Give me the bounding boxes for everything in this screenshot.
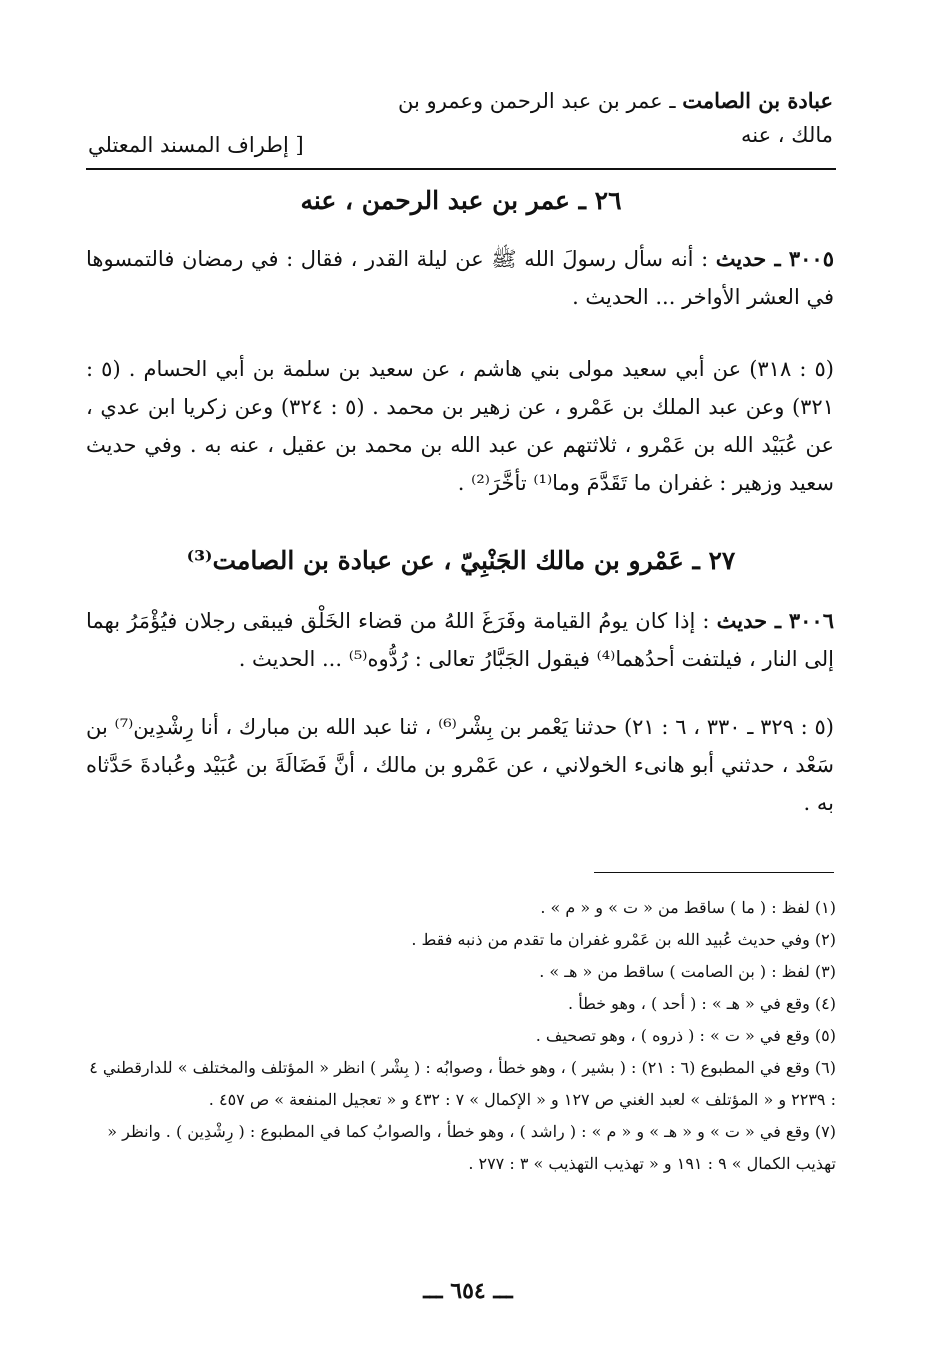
section-heading-27: ٢٧ ـ عَمْرو بن مالك الجَنْبِيّ ، عن عبادة بن الصامت⁽³⁾	[186, 546, 736, 575]
footnote-5: (٥) وقع في « ت » : ( ذروه ) ، وهو تصحيف .	[535, 1026, 836, 1045]
running-header-book: [ إطراف المسند المعتلي	[88, 133, 304, 157]
footnote-2: (٢) وفي حديث عُبيد الله بن عَمْرو غفران ما تقدم من ذنبه فقط .	[411, 930, 836, 949]
hadith-text: : إذا كان يومُ القيامة وفَرَغَ اللهُ من قضاء الخَلْق فيبقى رجلان فيُؤْمَرُ بهما إلى النار ، فيلتفت أحدُهما⁽⁴⁾ فيقول الجَبَّارُ تعالى : رُدُّوه⁽⁵⁾ ... الحديث .	[86, 609, 834, 671]
footnote-divider	[594, 872, 834, 873]
isnad-3006: (٥ : ٣٢٩ ـ ٣٣٠ ، ٦ : ٢١) حدثنا يَعْمر بن بِشْر⁽⁶⁾ ، ثنا عبد الله بن مبارك ، أنا رِشْدِين⁽⁷⁾ بن سَعْد ، حدثني أبو هانىء الخولاني ، عن عَمْرو بن مالك ، أنَّ فَضَالَةَ بن عُبَيْد وعُبادةَ حَدَّثاه به .	[86, 715, 834, 815]
hadith-text: : أنه سأل رسولَ الله ﷺ عن ليلة القدر ، فقال : في رمضان فالتمسوها في العشر الأواخر ... الحديث .	[86, 247, 834, 309]
footnotes	[86, 892, 836, 1180]
hadith-3005	[86, 240, 834, 316]
footnote-3: (٣) لفظ : ( بن الصامت ) ساقط من « هـ » .	[539, 962, 836, 981]
footnote-7: (٧) وقع في « ت » و « هـ » و « م » : ( راشد ) ، وهو خطأ ، والصوابُ كما في المطبوع : ( رِشْدِين ) . وانظر « تهذيب الكمال » ٩ : ١٩١ و « تهذيب التهذيب » ٣ : ٢٧٧ .	[107, 1122, 836, 1173]
section-heading-26: ٢٦ ـ عمر بن عبد الرحمن ، عنه	[300, 186, 622, 215]
hadith-number: ٣٠٠٦ ـ حديث	[716, 608, 834, 633]
header-title-line2: مالك ، عنه	[741, 123, 833, 147]
header-title-rest: ـ عمر بن عبد الرحمن وعمرو بن	[398, 89, 683, 113]
header-title-bold: عبادة بن الصامت	[682, 88, 833, 113]
header-divider	[86, 168, 836, 170]
page-number: ـــ ٦٥٤ ـــ	[423, 1278, 513, 1304]
hadith-number: ٣٠٠٥ ـ حديث	[715, 246, 834, 271]
footnote-1: (١) لفظ : ( ما ) ساقط من « ت » و « م » .	[540, 898, 836, 917]
running-header-title	[233, 84, 833, 152]
hadith-3006	[86, 602, 834, 678]
isnad-3005: (٥ : ٣١٨) عن أبي سعيد مولى بني هاشم ، عن سعيد بن سلمة بن أبي الحسام . (٥ : ٣٢١) وعن عبد الملك بن عَمْرو ، عن زهير بن محمد . (٥ : ٣٢٤) وعن زكريا ابن عدي ، عن عُبَيْد الله بن عَمْرو ، ثلاثتهم عن عبد الله بن محمد بن عقيل ، عنه به . وفي حديث سعيد وزهير : غفران ما تَقَدَّمَ وما⁽¹⁾ تأخَّرَ⁽²⁾ .	[86, 357, 834, 495]
footnote-6: (٦) وقع في المطبوع (٦ : ٢١) : ( بشير ) ، وهو خطأ ، وصوابُه : ( بِشْر ) انظر « المؤتلف والمختلف » للدارقطني ٤ : ٢٢٣٩ و « المؤتلف » لعبد الغني ص ١٢٧ و « الإكمال » ٧ : ٤٣٢ و « تعجيل المنفعة » ص ٤٥٧ .	[89, 1058, 836, 1109]
footnote-4: (٤) وقع في « هـ » : ( أحد ) ، وهو خطأ .	[568, 994, 836, 1013]
